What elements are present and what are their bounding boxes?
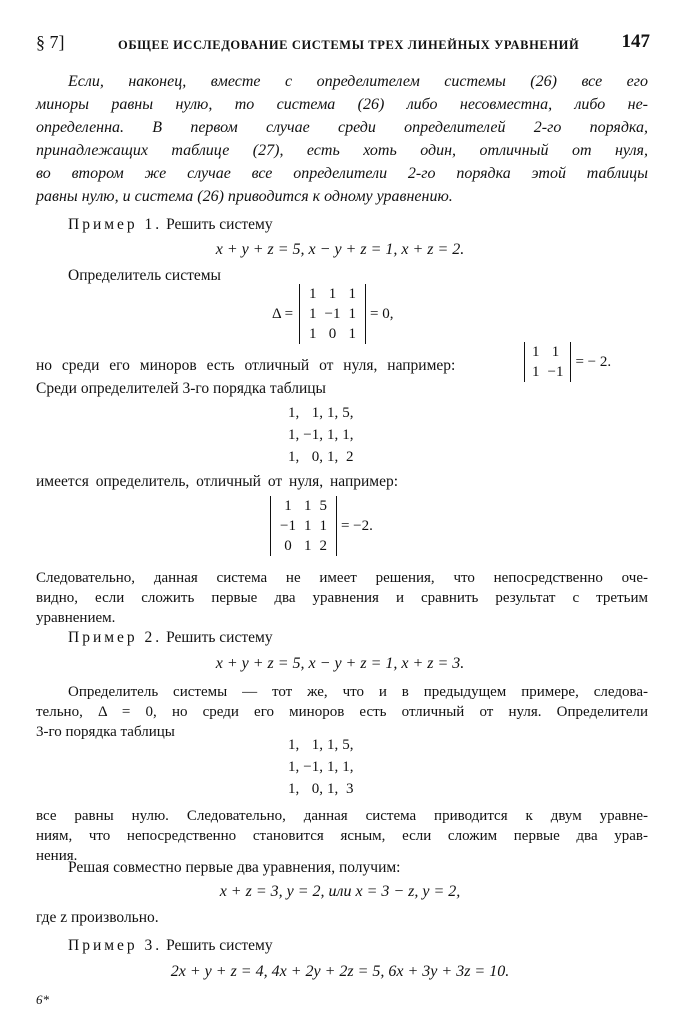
coefficient-table-1: [286, 402, 355, 468]
det-cell: 1: [284, 498, 292, 514]
example2-system: x + y + z = 5, x − y + z = 1, x + z = 3.: [215, 655, 465, 672]
theorem-line: равны нулю, и система (26) приводится к одному уравнению.: [36, 188, 453, 205]
text-line: тельно, Δ = 0, но среди его миноров есть отличный от нуля. Определители: [36, 704, 648, 720]
section-marker: § 7]: [36, 32, 65, 52]
det-cell: 0: [328, 326, 337, 342]
table-cell: 1,: [342, 759, 354, 775]
det-cell: 0: [284, 538, 292, 554]
example-label: Пример 1.: [68, 216, 163, 233]
det-cell: 1: [348, 286, 356, 302]
text-line: нения.: [36, 848, 78, 864]
minor-matrix: [524, 342, 571, 382]
det-cell: 1: [348, 306, 356, 322]
table-cell: 1,: [288, 759, 300, 775]
example-intro: Решить систему: [166, 937, 273, 954]
table-cell: −1,: [303, 759, 323, 775]
det-intro: Определитель системы: [68, 267, 221, 284]
table-cell: 1,: [288, 405, 300, 421]
minor-rhs: = − 2.: [575, 354, 612, 370]
system-determinant: [272, 284, 393, 344]
nonzero-determinant: [270, 496, 373, 556]
table-cell: 5,: [342, 405, 354, 421]
table-cell: 1,: [326, 427, 339, 443]
det-cell: 1: [309, 306, 317, 322]
table-cell: 1,: [288, 781, 300, 797]
minor-determinant: [524, 342, 611, 382]
table-cell: 5,: [342, 737, 354, 753]
det-cell: 1: [303, 518, 312, 534]
theorem-line: миноры равны нулю, то система (26) либо несовместна, либо не-: [36, 96, 648, 113]
det-cell: 1: [309, 286, 317, 302]
example1-system: x + y + z = 5, x − y + z = 1, x + z = 2.: [215, 241, 465, 258]
text-line: ниям, что непосредственно становится ясным, если сложим первые два урав-: [36, 828, 648, 844]
text-line: Определитель системы — тот же, что и в предыдущем примере, следова-: [68, 684, 648, 700]
minor-text: но среди его миноров есть отличный от нуля, например:: [36, 357, 456, 374]
running-title: ОБЩЕЕ ИССЛЕДОВАНИЕ СИСТЕМЫ ТРЕХ ЛИНЕЙНЫХ УРАВНЕНИЙ: [118, 38, 580, 52]
table-cell: 2: [345, 449, 354, 465]
example2-heading: [68, 628, 273, 648]
example2-text: [36, 682, 648, 742]
text-line: все равны нулю. Следовательно, данная система приводится к двум уравне-: [36, 808, 648, 824]
coefficient-table-2: [286, 734, 355, 800]
table-cell: 1,: [326, 781, 339, 797]
example1-heading: [68, 215, 273, 235]
text-line: 3-го порядка таблицы: [36, 724, 175, 740]
example3-heading: [68, 936, 273, 956]
table-cell: 1,: [288, 737, 300, 753]
table-cell: −1,: [303, 427, 323, 443]
table-cell: 3: [345, 781, 354, 797]
det-cell: 2: [319, 538, 327, 554]
det-matrix: [299, 284, 366, 344]
arbitrary-note: где z произвольно.: [36, 909, 159, 926]
table-cell: 1,: [288, 427, 300, 443]
table-intro: Среди определителей 3-го порядка таблицы: [36, 380, 326, 397]
table-cell: 1,: [326, 405, 339, 421]
example-intro: Решить систему: [166, 629, 273, 646]
det-cell: 1: [303, 498, 312, 514]
theorem-line: Если, наконец, вместе с определителем системы (26) все его: [68, 73, 648, 90]
table-cell: 1,: [342, 427, 354, 443]
det-cell: 5: [319, 498, 327, 514]
det-cell: 1: [348, 326, 356, 342]
signature-mark: 6*: [36, 992, 49, 1007]
example2-solution: x + z = 3, y = 2, или x = 3 − z, y = 2,: [219, 883, 461, 900]
theorem-paragraph: [36, 70, 648, 208]
example-intro: Решить систему: [166, 216, 273, 233]
table-cell: 0,: [311, 449, 323, 465]
det2-rhs: = −2.: [340, 518, 373, 534]
det-rhs: = 0,: [370, 306, 394, 322]
det-cell: 1: [328, 286, 337, 302]
det2-matrix: [270, 496, 337, 556]
det-cell: −1: [547, 364, 564, 380]
theorem-line: определенна. В первом случае среди определителей 2-го порядка,: [36, 119, 648, 136]
table-cell: 0,: [311, 781, 323, 797]
det-cell: −1: [280, 518, 296, 534]
det-cell: 1: [532, 344, 540, 360]
conclusion-line: Следовательно, данная система не имеет решения, что непосредственно оче-: [36, 570, 648, 586]
example1-conclusion: [36, 568, 648, 628]
table-cell: 1,: [311, 737, 323, 753]
table-cell: 1,: [288, 449, 300, 465]
det-cell: 1: [551, 344, 560, 360]
has-det-text: имеется определитель, отличный от нуля, например:: [36, 473, 399, 490]
running-header: [36, 32, 650, 56]
example-label: Пример 3.: [68, 937, 163, 954]
det-cell: 1: [303, 538, 312, 554]
conclusion-line: уравнением.: [36, 610, 116, 626]
table-cell: 1,: [311, 405, 323, 421]
theorem-line: во втором же случае все определители 2-го порядка этой таблицы: [36, 165, 648, 182]
example-label: Пример 2.: [68, 629, 163, 646]
solve-text: Решая совместно первые два уравнения, получим:: [68, 859, 401, 876]
det-cell: 1: [309, 326, 317, 342]
example2-after-table: [36, 806, 648, 866]
table-cell: 1,: [326, 759, 339, 775]
page-number: 147: [621, 31, 650, 52]
theorem-line: принадлежащих таблице (27), есть хоть один, отличный от нуля,: [36, 142, 648, 159]
table-cell: 1,: [326, 737, 339, 753]
table-cell: 1,: [326, 449, 339, 465]
det-cell: −1: [324, 306, 341, 322]
det-cell: 1: [319, 518, 327, 534]
det-lhs: Δ =: [272, 306, 294, 322]
conclusion-line: видно, если сложить первые два уравнения и сравнить результат с третьим: [36, 590, 648, 606]
example3-system: 2x + y + z = 4, 4x + 2y + 2z = 5, 6x + 3y + 3z = 10.: [170, 963, 510, 980]
det-cell: 1: [532, 364, 540, 380]
